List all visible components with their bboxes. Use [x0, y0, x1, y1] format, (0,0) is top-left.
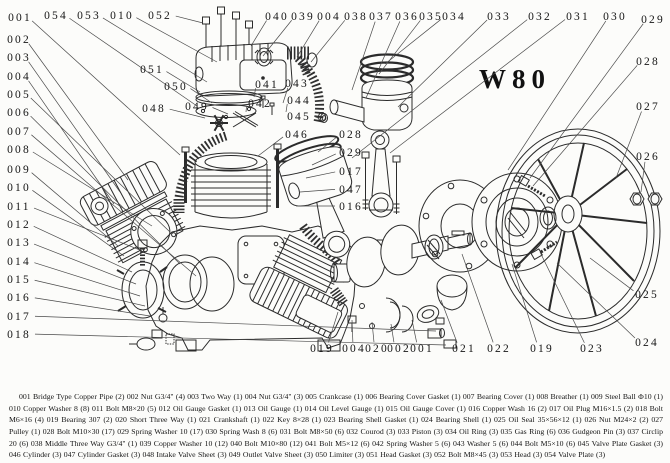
callout-004: 004: [7, 71, 31, 83]
callout-053: 053: [77, 10, 101, 22]
callout-026: 026: [636, 151, 660, 163]
callout-037: 037: [369, 11, 393, 23]
callout-048: 048: [142, 103, 166, 115]
leader-line: [31, 135, 196, 276]
leader-line: [35, 298, 150, 316]
model-label: W80: [479, 64, 551, 94]
center-cylinder: [182, 144, 281, 218]
callout-035: 035: [419, 11, 443, 23]
callout-008: 008: [7, 144, 31, 156]
callout-019: 019: [530, 343, 554, 355]
callout-022: 022: [487, 343, 511, 355]
callout-046: 046: [285, 129, 309, 141]
callout-054: 054: [44, 10, 68, 22]
parts-list: 001 Bridge Type Copper Pipe (2) 002 Nut G3/4" (4) 003 Two Way (1) 004 Nut G3/4" (3) 005 Crankcase (1) 006 Bearing Cover Gasket (1) 007 Bearing Cover (1) 008 Breather (1) 009 Steel Ball Φ10 (1) 010 Copper Washer 8 (8) 011 Bolt M8×20 (5) 012 Oil Gauge Gasket (1) 013 Oil Gauge (1) 014 Oil Level Gauge (1) 015 Oil Gauge Cover (1) 016 Copper Wash 16 (2) 017 Oil Plug M16×1.5 (2) 018 Bolt M6×16 (4) 019 Bearing 307 (2) 020 Short Three Way (1) 021 Crankshaft (1) 022 Key 8×28 (1) 023 Bearing Shell Gasket (1) 024 Bearing Shell (1) 025 Oil Seal 35×56×12 (1) 026 Nut M24×2 (2) 027 Pulley (1) 028 Bolt M10×30 (17) 029 Spring Washer 10 (17) 030 Spring Wash 8 (6) 031 Bolt M8×50 (6) 032 Courod (3) 033 Piston (3) 034 Oil Ring (3) 035 Gas Ring (6) 036 Gudgeon Pin (3) 037 Circlip 20 (6) 038 Middle Three Way G3/4" (1) 039 Copper Washer 10 (12) 040 Bolt M10×80 (12) 041 Bolt M5×12 (6) 042 Spring Washer 5 (6) 043 Washer 5 (6) 044 Bolt M5×10 (6) 045 Valve Plate Gasket (3) 046 Cylinder (3) 047 Cylinder Gasket (3) 048 Intake Valve Sheet (3) 049 Outlet Valve Sheet (3) 050 Limiter (3) 051 Head Gasket (3) 052 Bolt M8×45 (3) 053 Head (3) 054 Valve Plate (3): [9, 392, 663, 460]
callout-041: 041: [255, 79, 279, 91]
callout-010: 010: [7, 182, 31, 194]
callout-050: 050: [164, 81, 188, 93]
leader-line: [512, 264, 537, 342]
callout-009: 009: [7, 164, 31, 176]
callout-002: 002: [7, 34, 31, 46]
pulley-nuts: [630, 193, 662, 205]
leader-line: [29, 62, 120, 192]
leader-line: [32, 21, 180, 155]
callout-016: 016: [339, 201, 363, 213]
callout-039: 039: [291, 11, 315, 23]
leader-line: [311, 20, 345, 62]
callout-005: 005: [7, 89, 31, 101]
callout-052: 052: [148, 10, 172, 22]
leader-line: [372, 322, 374, 342]
leader-line: [530, 24, 643, 178]
callout-007: 007: [7, 126, 31, 138]
conrod-and-bolts: [362, 131, 400, 217]
callout-030: 030: [603, 11, 627, 23]
leader-line: [35, 316, 436, 331]
callout-043: 043: [285, 78, 309, 90]
callout-019: 019: [310, 343, 334, 355]
callout-029: 029: [339, 147, 363, 159]
callout-045: 045: [287, 111, 311, 123]
leader-line: [412, 320, 417, 342]
callout-029: 029: [641, 14, 665, 26]
small-parts-cluster: [334, 275, 467, 348]
callout-023: 023: [580, 343, 604, 355]
leader-line: [246, 106, 247, 112]
callout-025: 025: [635, 289, 659, 301]
callout-027: 027: [636, 101, 660, 113]
callout-017: 017: [339, 166, 363, 178]
leader-line: [385, 19, 441, 64]
callout-032: 032: [528, 11, 552, 23]
callout-040: 040: [265, 11, 289, 23]
callout-006: 006: [7, 107, 31, 119]
piston-top: [319, 55, 414, 131]
callout-038: 038: [344, 11, 368, 23]
callout-002: 002: [387, 343, 411, 355]
bearing-cover: [472, 173, 562, 271]
callout-024: 024: [635, 337, 659, 349]
callout-001: 001: [410, 343, 434, 355]
callout-028: 028: [339, 129, 363, 141]
callout-013: 013: [7, 237, 31, 249]
callout-016: 016: [7, 292, 31, 304]
leader-line: [29, 44, 128, 180]
callout-017: 017: [7, 311, 31, 323]
callout-010: 010: [110, 10, 134, 22]
callout-004: 004: [317, 11, 341, 23]
callout-033: 033: [487, 11, 511, 23]
callout-018: 018: [7, 329, 31, 341]
leader-line: [212, 107, 228, 114]
callout-044: 044: [287, 95, 311, 107]
callout-031: 031: [566, 11, 590, 23]
callout-020: 020: [365, 343, 389, 355]
callout-015: 015: [7, 274, 31, 286]
callout-036: 036: [395, 11, 419, 23]
machine-drawing: [78, 7, 662, 351]
callout-047: 047: [339, 184, 363, 196]
callout-011: 011: [7, 201, 31, 213]
callout-049: 049: [185, 101, 209, 113]
leader-line: [616, 111, 642, 178]
callout-012: 012: [7, 219, 31, 231]
leader-line: [540, 252, 584, 343]
leader-line: [176, 16, 203, 23]
callout-003: 003: [7, 52, 31, 64]
callout-051: 051: [140, 64, 164, 76]
callout-004: 004: [342, 343, 366, 355]
callout-028: 028: [636, 56, 660, 68]
callout-014: 014: [7, 256, 31, 268]
callout-001: 001: [8, 12, 32, 24]
leader-line: [251, 21, 267, 46]
callout-042: 042: [248, 98, 272, 110]
callout-034: 034: [442, 11, 466, 23]
leader-line: [379, 20, 420, 74]
leader-line: [35, 280, 145, 306]
callout-021: 021: [452, 343, 476, 355]
